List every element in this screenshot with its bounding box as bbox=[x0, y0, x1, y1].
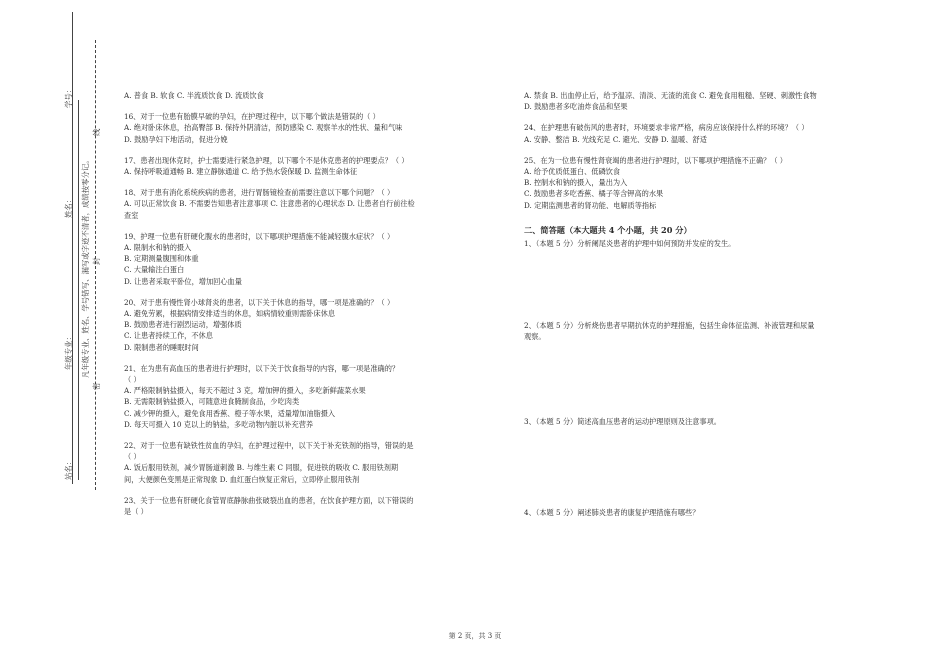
q22-stem-line2: （ ） bbox=[124, 452, 141, 462]
q18-stem: 18、对于患有消化系统疾病的患者，进行胃肠镜检查前需要注意以下哪个问题？（ ） bbox=[124, 188, 395, 198]
q19-option-b: B. 定期测量腹围和体重 bbox=[124, 254, 199, 264]
seal-char-mi: 密 bbox=[92, 382, 101, 390]
school-label: 站名： bbox=[64, 457, 73, 480]
binding-margin bbox=[0, 0, 110, 672]
seal-char-xian: 线 bbox=[92, 128, 101, 136]
short-answer-4: 4、（本题 5 分）阐述肺炎患者的康复护理措施有哪些？ bbox=[524, 507, 700, 517]
short-answer-1: 1、（本题 5 分）分析阑尾炎患者的护理中如何预防并发症的发生。 bbox=[524, 239, 736, 249]
q16-stem: 16、对于一位患有胎膜早破的孕妇，在护理过程中，以下哪个做法是错误的（ ） bbox=[124, 112, 380, 122]
question-19 bbox=[124, 231, 464, 287]
q16-options-abc: A. 绝对卧床休息，抬高臀部 B. 保持外阴清洁，预防感染 C. 观察羊水的性状、量和气味 bbox=[124, 123, 403, 133]
q20-stem: 20、对于患有慢性肾小球肾炎的患者，以下关于休息的指导，哪一项是准确的？（ ） bbox=[124, 297, 395, 307]
q25-stem: 25、在为一位患有慢性肾衰竭的患者进行护理时，以下哪项护理措施不正确？（ ） bbox=[524, 155, 787, 165]
q23-stem-line2: 是（ ） bbox=[124, 507, 148, 517]
q19-option-d: D. 让患者采取平卧位，增加回心血量 bbox=[124, 276, 242, 286]
question-18 bbox=[124, 187, 464, 221]
grade-major-label: 年级专业： bbox=[64, 333, 73, 370]
sa2-line1: 2、（本题 5 分）分析烧伤患者早期抗休克的护理措施，包括生命体征监测、补液管理和尿量 bbox=[524, 321, 815, 331]
sa2-line2: 观察。 bbox=[524, 332, 546, 342]
right-column bbox=[524, 90, 869, 518]
question-25 bbox=[524, 155, 869, 211]
page-footer: 第 2 页，共 3 页 bbox=[448, 632, 502, 640]
margin-vline-2 bbox=[78, 100, 79, 480]
q24-stem: 24、在护理患有破伤风的患者时，环境要求非常严格，病房应该保持什么样的环境？（ ） bbox=[524, 123, 809, 133]
question-16 bbox=[124, 111, 464, 145]
short-answer-3: 3、（本题 5 分）简述高血压患者的运动护理原则及注意事项。 bbox=[524, 416, 721, 426]
q18-options-line2: 查室 bbox=[124, 210, 139, 220]
q17-stem: 17、患者出现休克时，护士需要进行紧急护理，以下哪个不是休克患者的护理要点？（ ） bbox=[124, 155, 409, 165]
question-23 bbox=[124, 495, 464, 517]
question-20 bbox=[124, 297, 464, 353]
q19-stem: 19、护理一位患有肝硬化腹水的患者时，以下哪项护理措施不能减轻腹水症状？（ ） bbox=[124, 231, 395, 241]
q25-option-c: C. 鼓励患者多吃香蕉、橘子等含钾高的水果 bbox=[524, 189, 664, 199]
q22-options-line2: 间，大便颜色变黑是正常现象 D. 血红蛋白恢复正常后，立即停止服用铁剂 bbox=[124, 474, 360, 484]
q22-stem-line1: 22、对于一位患有缺铁性贫血的孕妇，在护理过程中，以下关于补充铁剂的指导，错误的是 bbox=[124, 441, 414, 451]
margin-vline-1 bbox=[72, 12, 73, 484]
seal-char-feng: 封 bbox=[92, 257, 101, 265]
q17-options: A. 保持呼吸道通畅 B. 建立静脉通道 C. 给予热水袋保暖 D. 监测生命体征 bbox=[124, 167, 358, 177]
q21-option-c: C. 减少钾的摄入，避免食用香蕉、橙子等水果，适量增加油脂摄入 bbox=[124, 408, 336, 418]
q23-option-d: D. 鼓励患者多吃油炸食品和坚果 bbox=[524, 102, 628, 112]
q19-option-c: C. 大量输注白蛋白 bbox=[124, 265, 185, 275]
q20-option-d: D. 限制患者的睡眠时间 bbox=[124, 342, 199, 352]
student-id-label: 学号： bbox=[64, 85, 73, 108]
q25-option-d: D. 定期监测患者的肾功能、电解质等指标 bbox=[524, 200, 657, 210]
question-21 bbox=[124, 363, 464, 430]
q20-option-c: C. 让患者持续工作，不休息 bbox=[124, 331, 213, 341]
q21-option-b: B. 无需限制钠盐摄入，可随意进食腌制食品，少吃肉类 bbox=[124, 397, 300, 407]
q16-option-d: D. 鼓励孕妇下地活动，促进分娩 bbox=[124, 134, 228, 144]
q21-option-d: D. 每天可摄入 10 克以上的钠盐，多吃动物内脏以补充营养 bbox=[124, 419, 314, 429]
q21-stem-line1: 21、在为患有高血压的患者进行护理时，以下关于饮食指导的内容，哪一项是准确的？ bbox=[124, 363, 400, 373]
left-column bbox=[124, 90, 464, 517]
q21-stem-line2: （ ） bbox=[124, 375, 141, 385]
q25-option-b: B. 控制水和钠的摄入，量出为入 bbox=[524, 178, 628, 188]
q21-option-a: A. 严格限制钠盐摄入，每天不超过 3 克，增加钾的摄入，多吃新鲜蔬菜水果 bbox=[124, 386, 366, 396]
seal-dotted-line bbox=[95, 40, 96, 490]
q23-options-abc: A. 禁食 B. 出血停止后，给予温凉、清淡、无渣的流食 C. 避免食用粗糙、坚硬、刺激性食物 bbox=[524, 91, 817, 100]
q20-option-b: B. 鼓励患者进行剧烈运动，增强体质 bbox=[124, 320, 242, 330]
q22-options-line1: A. 饭后服用铁剂，减少胃肠道刺激 B. 与维生素 C 同服，促进铁的吸收 C. 服用铁剂期 bbox=[124, 463, 399, 473]
question-22 bbox=[124, 440, 464, 485]
q15-options: A. 普食 B. 软食 C. 半流质饮食 D. 流质饮食 bbox=[124, 91, 264, 100]
q18-options-line1: A. 可以正常饮食 B. 不需要告知患者注意事项 C. 注意患者的心理状态 D. 让患者自行前往检 bbox=[124, 199, 415, 209]
q24-options: A. 安静、整洁 B. 光线充足 C. 避光、安静 D. 温暖、舒适 bbox=[524, 134, 707, 144]
question-24 bbox=[524, 122, 869, 144]
question-23-options bbox=[524, 90, 869, 112]
question-17 bbox=[124, 155, 464, 177]
name-label: 姓名： bbox=[64, 195, 73, 218]
seal-notice: 凡年级专业、姓名、学号错写、漏写或字迹不清者，成绩按零分记。 bbox=[81, 156, 90, 378]
q19-option-a: A. 限制水和钠的摄入 bbox=[124, 243, 192, 253]
section-2-title: 二、简答题（本大题共 4 个小题，共 20 分） bbox=[524, 224, 692, 235]
q23-stem-line1: 23、关于一位患有肝硬化食管胃底静脉曲张破裂出血的患者，在饮食护理方面，以下错误的 bbox=[124, 495, 414, 505]
q20-option-a: A. 避免劳累，根据病情安排适当的休息，如病情较重则需卧床休息 bbox=[124, 309, 336, 319]
short-answer-2 bbox=[524, 320, 869, 342]
q25-option-a: A. 给予优质低蛋白、低磷饮食 bbox=[524, 167, 621, 177]
